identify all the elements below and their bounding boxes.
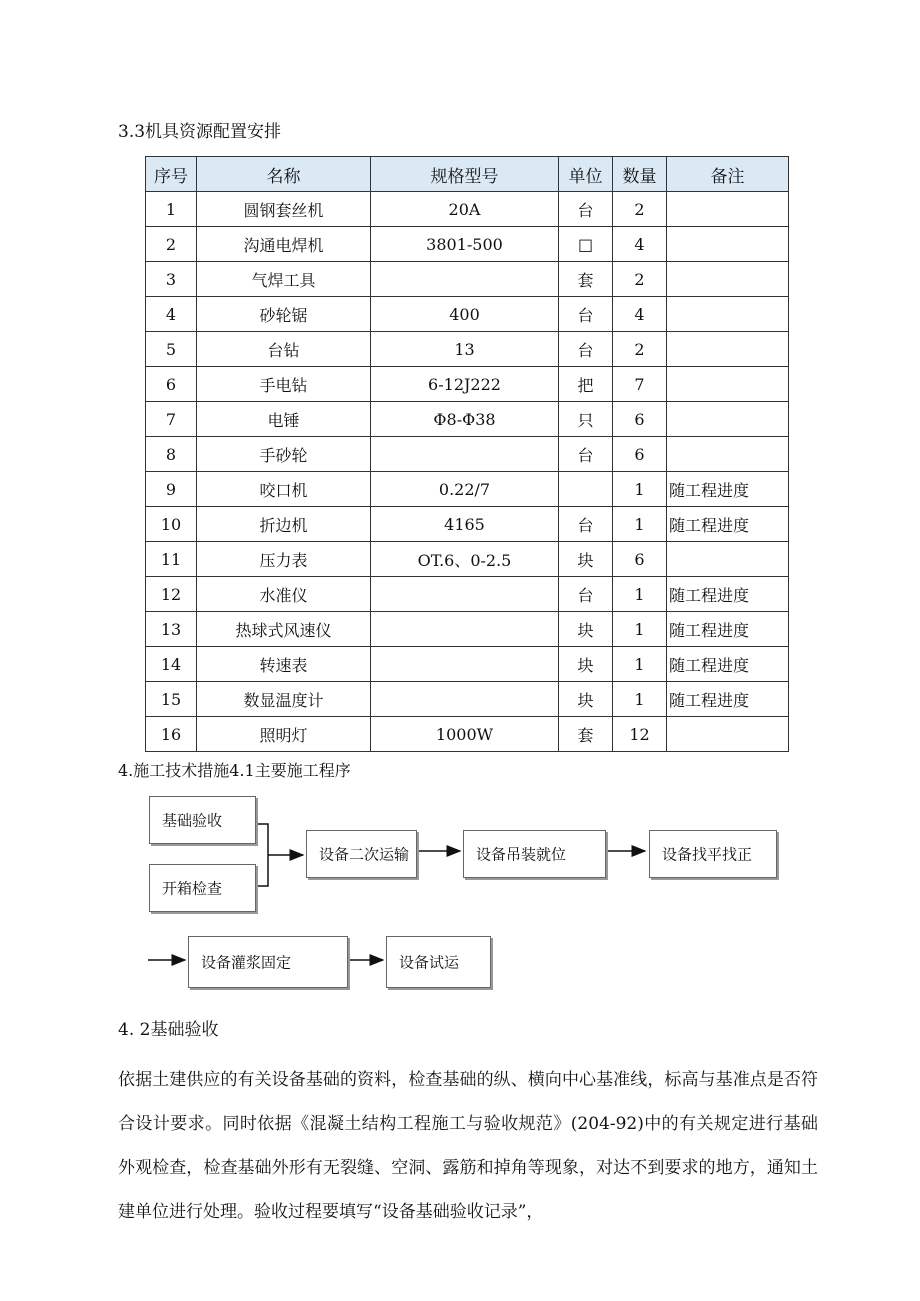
cell-index: 16 (146, 717, 197, 752)
cell-unit: 台 (559, 577, 613, 612)
cell-index: 15 (146, 682, 197, 717)
cell-unit: 把 (559, 367, 613, 402)
header-qty: 数量 (613, 157, 667, 192)
cell-unit: 块 (559, 682, 613, 717)
cell-spec: 400 (371, 297, 559, 332)
cell-name: 手电钻 (197, 367, 371, 402)
cell-name: 热球式风速仪 (197, 612, 371, 647)
cell-spec: Φ8-Φ38 (371, 402, 559, 437)
cell-spec: 6-12J222 (371, 367, 559, 402)
cell-index: 11 (146, 542, 197, 577)
cell-unit: 块 (559, 542, 613, 577)
cell-note: 随工程进度 (667, 577, 789, 612)
body-paragraph: 依据土建供应的有关设备基础的资料，检查基础的纵、横向中心基准线，标高与基准点是否符合设计要求。同时依据《混凝土结构工程施工与验收规范》(204-92)中的有关规定进行基础外观检查，检查基础外形有无裂缝、空洞、露筋和掉角等现象，对达不到要求的地方，通知土建单位进行处理。验收过程要填写“设备基础验收记录”， (118, 1070, 818, 1222)
cell-name: 水准仪 (197, 577, 371, 612)
cell-index: 5 (146, 332, 197, 367)
cell-index: 3 (146, 262, 197, 297)
cell-qty: 2 (613, 262, 667, 297)
cell-qty: 1 (613, 647, 667, 682)
cell-qty: 1 (613, 472, 667, 507)
cell-qty: 1 (613, 612, 667, 647)
cell-qty: 4 (613, 297, 667, 332)
flow-box-hoisting-positioning: 设备吊装就位 (463, 830, 606, 878)
cell-index: 12 (146, 577, 197, 612)
cell-unit: 套 (559, 717, 613, 752)
cell-note: 随工程进度 (667, 472, 789, 507)
cell-name: 沟通电焊机 (197, 227, 371, 262)
cell-name: 手砂轮 (197, 437, 371, 472)
cell-note: 随工程进度 (667, 647, 789, 682)
cell-unit: 块 (559, 647, 613, 682)
cell-name: 咬口机 (197, 472, 371, 507)
cell-spec: 1000W (371, 717, 559, 752)
header-spec: 规格型号 (371, 157, 559, 192)
cell-index: 6 (146, 367, 197, 402)
cell-spec: 20A (371, 192, 559, 227)
cell-qty: 6 (613, 437, 667, 472)
cell-unit: □ (559, 227, 613, 262)
cell-name: 气焊工具 (197, 262, 371, 297)
cell-note: 随工程进度 (667, 612, 789, 647)
cell-unit: 套 (559, 262, 613, 297)
cell-index: 1 (146, 192, 197, 227)
cell-spec: 13 (371, 332, 559, 367)
cell-name: 台钻 (197, 332, 371, 367)
cell-qty: 4 (613, 227, 667, 262)
cell-qty: 2 (613, 192, 667, 227)
cell-qty: 2 (613, 332, 667, 367)
cell-name: 转速表 (197, 647, 371, 682)
cell-name: 压力表 (197, 542, 371, 577)
header-note: 备注 (667, 157, 789, 192)
cell-unit: 台 (559, 332, 613, 367)
cell-qty: 6 (613, 402, 667, 437)
flow-box-foundation-acceptance: 基础验收 (149, 796, 256, 844)
section-title: 3.3机具资源配置安排 (118, 122, 282, 142)
cell-note: 随工程进度 (667, 507, 789, 542)
cell-qty: 1 (613, 507, 667, 542)
cell-spec: OT.6、0-2.5 (371, 542, 559, 577)
cell-index: 9 (146, 472, 197, 507)
cell-spec: 4165 (371, 507, 559, 542)
cell-index: 4 (146, 297, 197, 332)
cell-qty: 1 (613, 682, 667, 717)
cell-unit: 台 (559, 437, 613, 472)
section-4-heading: 4.施工技术措施4.1主要施工程序 (118, 761, 351, 780)
cell-name: 照明灯 (197, 717, 371, 752)
flow-box-trial-run: 设备试运 (386, 936, 491, 988)
flow-box-secondary-transport: 设备二次运输 (306, 830, 417, 878)
header-name: 名称 (197, 157, 371, 192)
cell-name: 砂轮锯 (197, 297, 371, 332)
cell-qty: 6 (613, 542, 667, 577)
cell-qty: 7 (613, 367, 667, 402)
cell-note: 随工程进度 (667, 682, 789, 717)
cell-index: 13 (146, 612, 197, 647)
header-index: 序号 (146, 157, 197, 192)
cell-name: 圆钢套丝机 (197, 192, 371, 227)
cell-unit: 台 (559, 507, 613, 542)
cell-spec: 0.22/7 (371, 472, 559, 507)
cell-unit: 台 (559, 192, 613, 227)
cell-spec: 3801-500 (371, 227, 559, 262)
flow-box-leveling-alignment: 设备找平找正 (649, 830, 777, 878)
header-unit: 单位 (559, 157, 613, 192)
merge-bracket (256, 824, 268, 886)
cell-name: 折边机 (197, 507, 371, 542)
cell-qty: 1 (613, 577, 667, 612)
flow-box-grouting-fixing: 设备灌浆固定 (188, 936, 348, 988)
cell-unit: 只 (559, 402, 613, 437)
cell-index: 2 (146, 227, 197, 262)
flow-box-unpacking-inspection: 开箱检查 (149, 864, 256, 912)
cell-unit: 块 (559, 612, 613, 647)
cell-index: 14 (146, 647, 197, 682)
cell-index: 7 (146, 402, 197, 437)
cell-name: 电锤 (197, 402, 371, 437)
cell-name: 数显温度计 (197, 682, 371, 717)
cell-qty: 12 (613, 717, 667, 752)
cell-index: 10 (146, 507, 197, 542)
cell-unit: 台 (559, 297, 613, 332)
section-4-2-heading: 4. 2基础验收 (118, 1020, 219, 1040)
cell-index: 8 (146, 437, 197, 472)
